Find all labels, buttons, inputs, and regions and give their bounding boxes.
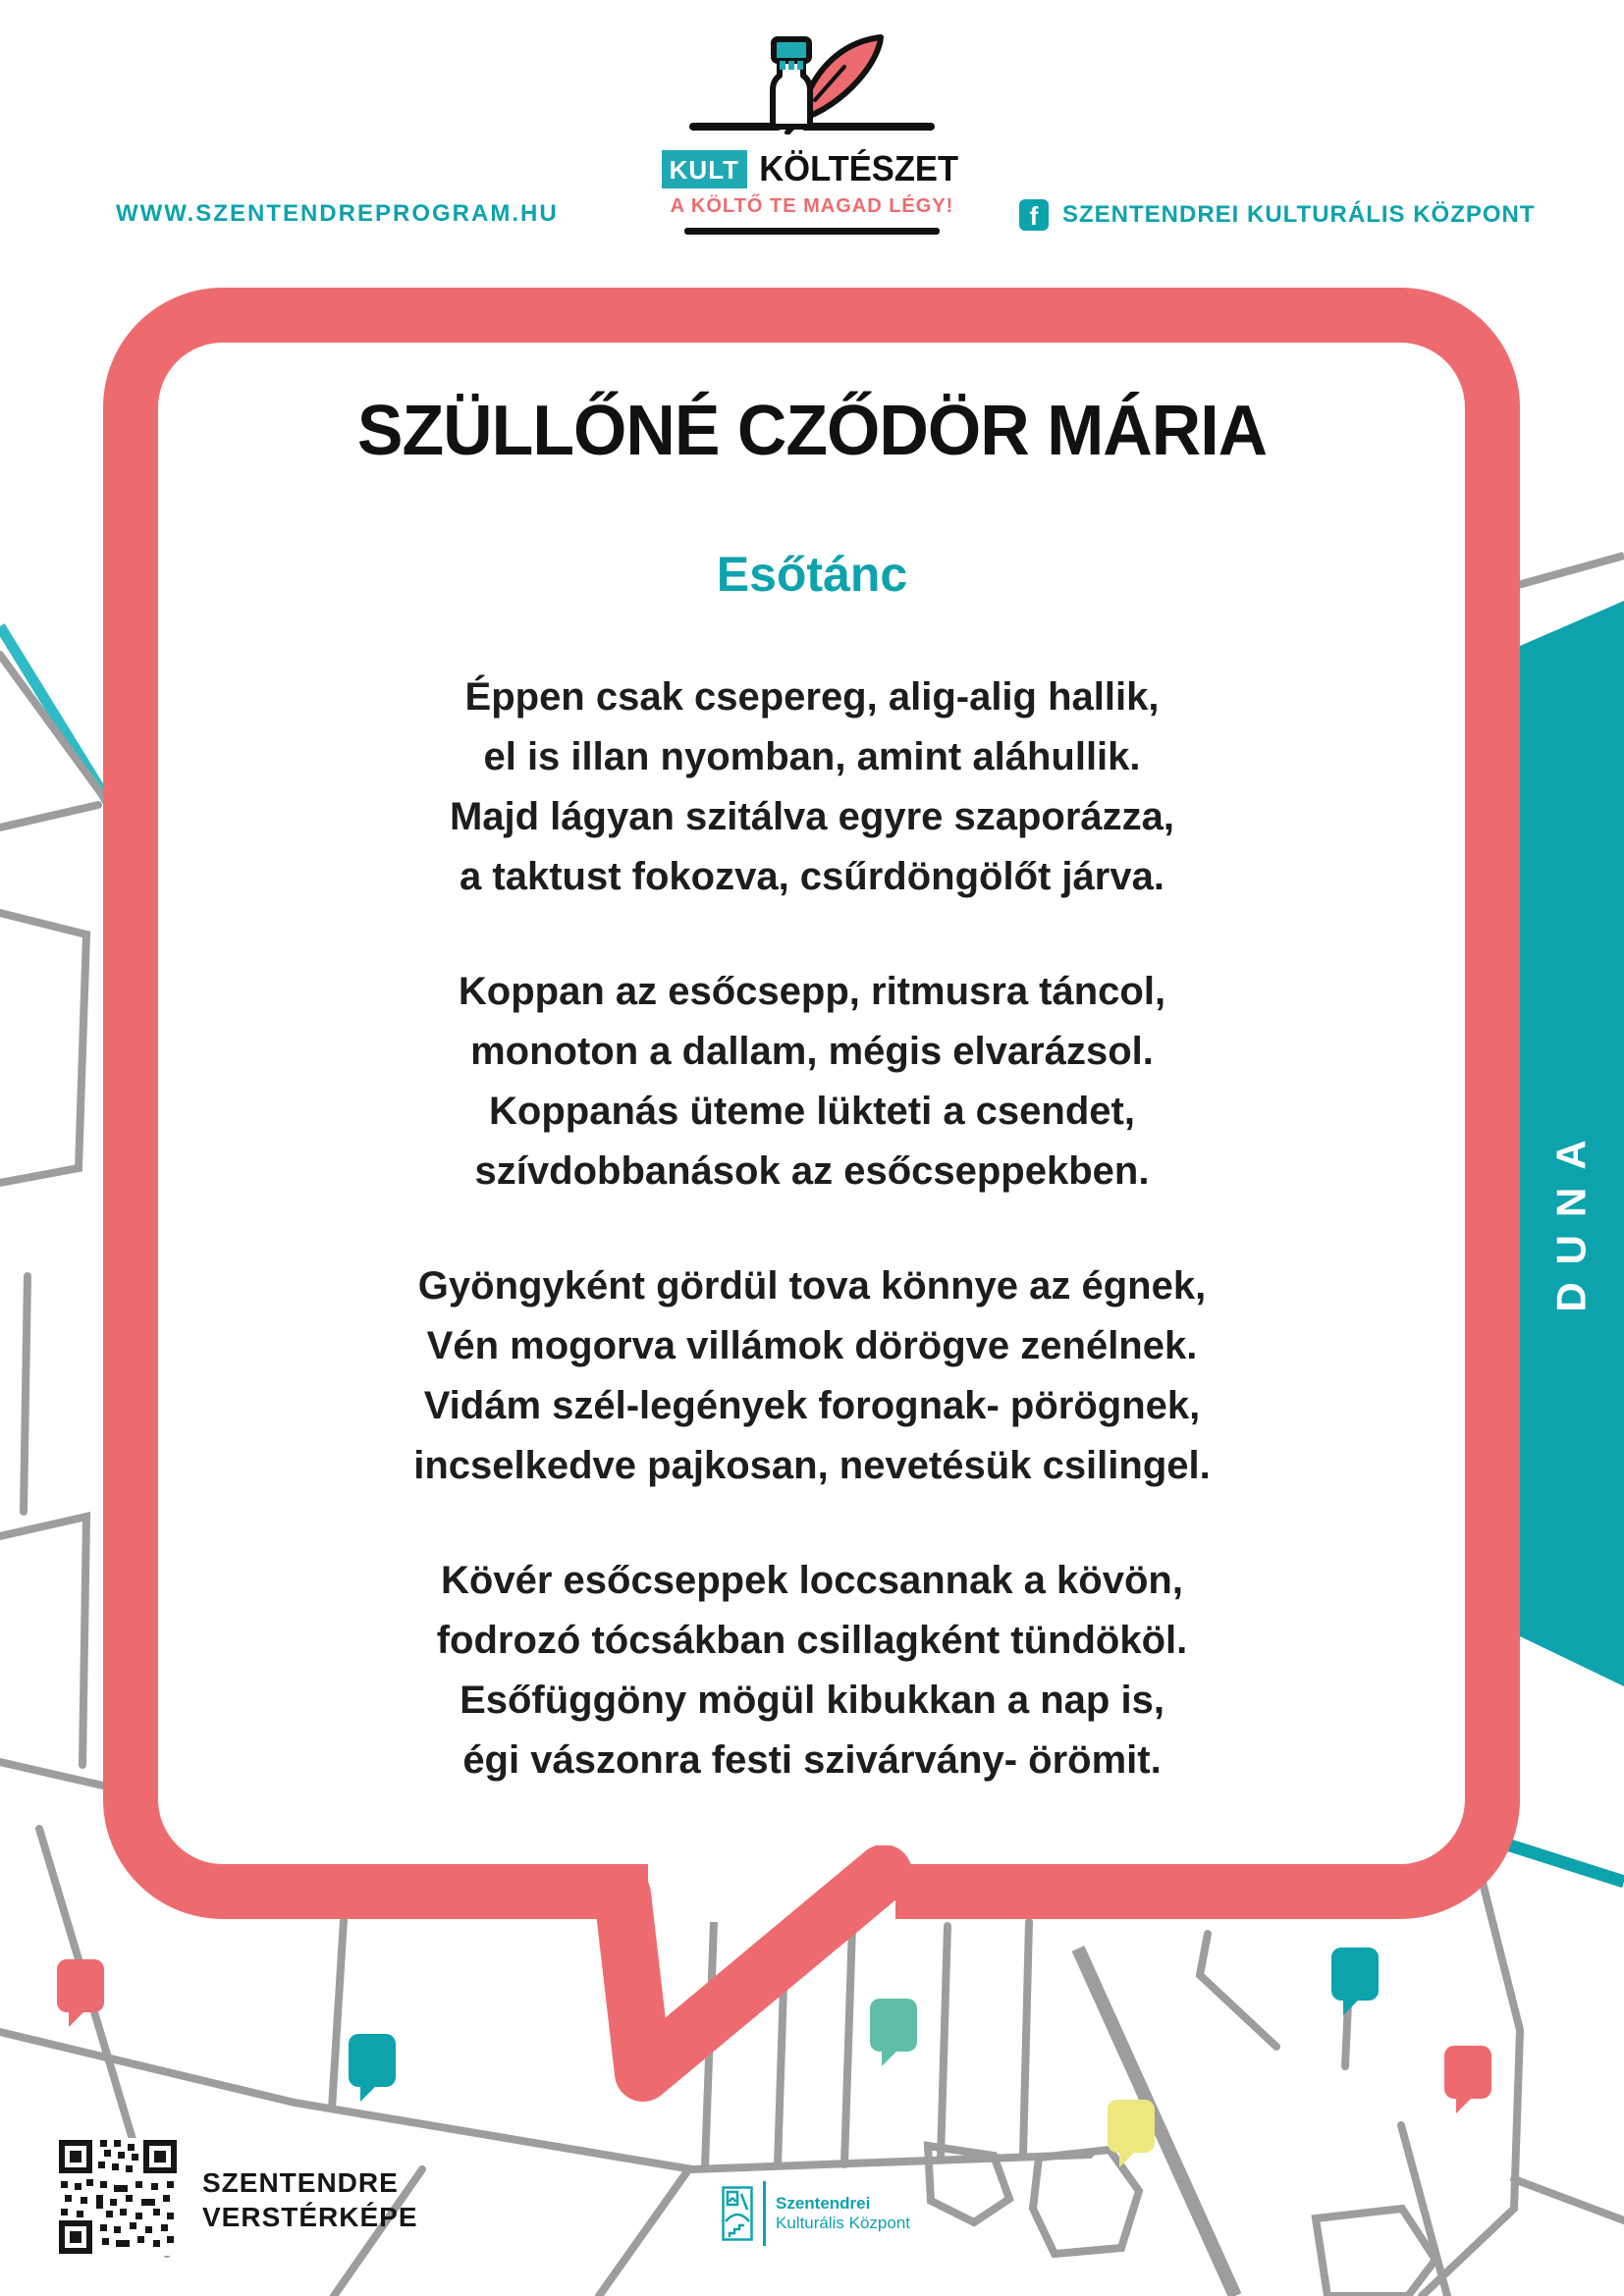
map-pin-red [57, 1959, 104, 2012]
pin-tail [360, 2087, 375, 2102]
pin-tail [1456, 2099, 1471, 2113]
map-pin-yellow [1108, 2100, 1155, 2153]
brand-tagline: A KÖLTŐ TE MAGAD LÉGY! [670, 195, 954, 217]
stanza-1 [157, 667, 1467, 907]
org-name-line2: Kulturális Központ [776, 2214, 911, 2232]
poem-line: Éppen csak csepereg, alig-alig hallik, [464, 675, 1160, 719]
pin-tail [1119, 2153, 1134, 2167]
poem-body [157, 667, 1467, 1845]
website-link[interactable]: WWW.SZENTENDREPROGRAM.HU [116, 200, 559, 227]
kult-badge: KULT [662, 150, 747, 188]
duna-river [1520, 982, 1624, 1453]
map-caption-line1: SZENTENDRE [202, 2167, 399, 2198]
poem-line: Gyöngyként gördül tova könnye az égnek, [417, 1264, 1207, 1308]
stanza-2 [157, 962, 1467, 1201]
map-pin-teal [1331, 1948, 1379, 2001]
szentendrei-kulturalis-kozpont-logo [722, 2181, 910, 2246]
map-pin-teal [349, 2034, 396, 2087]
poem-line: Koppan az esőcsepp, ritmusra táncol, [458, 970, 1166, 1013]
poem-line: Koppanás üteme lükteti a csendet, [489, 1090, 1135, 1133]
org-name-line1: Szentendrei [776, 2194, 871, 2213]
poem-line: a taktust fokozva, csűrdöngölőt járva. [460, 855, 1164, 898]
poem-line: Vén mogorva villámok dörögve zenélnek. [426, 1324, 1198, 1367]
poem-line: Esőfüggöny mögül kibukkan a nap is, [460, 1679, 1164, 1722]
brand-name: KÖLTÉSZET [759, 148, 959, 188]
poem-title: Esőtánc [716, 547, 908, 602]
pin-tail [69, 2012, 83, 2027]
facebook-page-name: SZENTENDREI KULTURÁLIS KÖZPONT [1062, 201, 1536, 228]
duna-river-label: DUNA [1548, 1122, 1596, 1312]
poem-line: szívdobbanások az esőcseppekben. [474, 1149, 1150, 1193]
facebook-icon: f [1019, 199, 1049, 231]
poem-line: Majd lágyan szitálva egyre szaporázza, [449, 795, 1175, 838]
poem-line: incselkedve pajkosan, nevetésük csilingel. [413, 1444, 1211, 1487]
speech-bubble-tail [550, 1845, 962, 2130]
poem-line: Kövér esőcseppek loccsannak a kövön, [441, 1559, 1183, 1602]
poem-author: SZÜLLŐNÉ CZŐDÖR MÁRIA [356, 392, 1268, 470]
org-emblem-icon [722, 2186, 753, 2241]
stanza-4 [157, 1551, 1467, 1790]
poem-line: égi vászonra festi szivárvány- örömit. [462, 1738, 1162, 1782]
org-logo-divider [763, 2181, 766, 2246]
poem-line: monoton a dallam, mégis elvarázsol. [470, 1030, 1154, 1073]
stanza-3 [157, 1256, 1467, 1496]
poem-line: fodrozó tócsákban csillagként tündököl. [436, 1619, 1188, 1662]
qr-code [57, 2138, 179, 2256]
pin-tail [1343, 2001, 1358, 2015]
map-caption-line2: VERSTÉRKÉPE [202, 2202, 418, 2232]
map-caption [202, 2165, 418, 2234]
poem-line: el is illan nyomban, amint aláhullik. [483, 735, 1141, 778]
map-pin-red [1444, 2046, 1491, 2099]
poem-line: Vidám szél-legények forognak- pörögnek, [423, 1384, 1201, 1427]
